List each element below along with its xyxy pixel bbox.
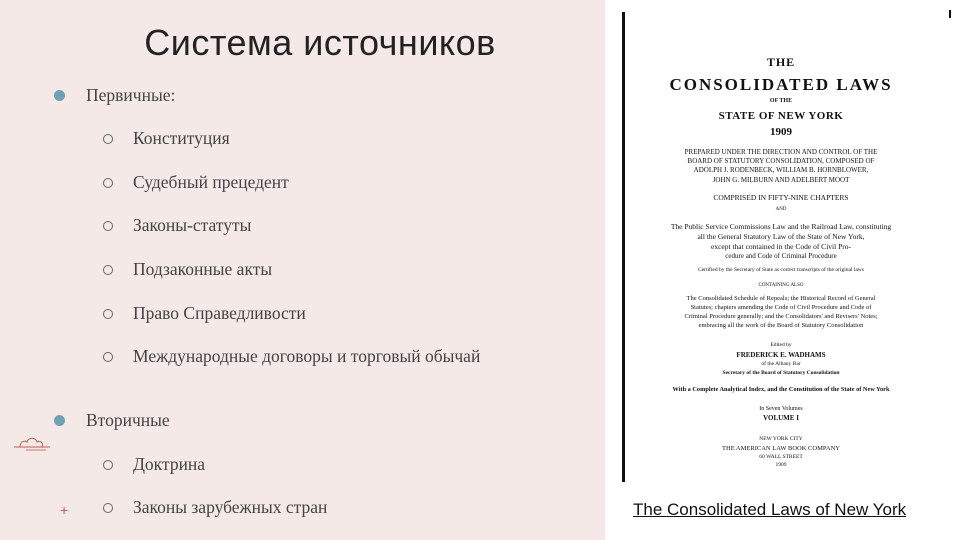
- doc-line: THE: [766, 55, 796, 69]
- bullet-icon: [103, 309, 113, 319]
- doc-line: BOARD OF STATUTORY CONSOLIDATION, COMPOSED OF: [687, 157, 875, 165]
- doc-line: FREDERICK E. WADHAMS: [736, 351, 826, 359]
- doc-line: Edited by: [770, 342, 792, 348]
- doc-line: The Public Service Commissions Law and the Railroad Law, constituting: [670, 222, 892, 231]
- bullet-icon: [103, 221, 113, 231]
- doc-line: ADOLPH J. RODENBECK, WILLIAM B. HORNBLOWER,: [693, 166, 869, 174]
- doc-line: Criminal Procedure generally; and the Consolidators' and Revisers' Notes;: [684, 313, 878, 320]
- doc-line: of the Albany Bar: [761, 361, 801, 367]
- bullet-icon: [103, 352, 113, 362]
- doc-line: embracing all the work of the Board of Statutory Consolidation: [698, 322, 864, 329]
- bullet-icon: [103, 503, 113, 513]
- primary-heading: Первичные:: [86, 85, 176, 105]
- plus-decoration-icon: +: [60, 502, 69, 518]
- doc-line: CONSOLIDATED LAWS: [669, 75, 893, 94]
- doc-line: NEW YORK CITY: [759, 436, 803, 442]
- list-item-treaties: Международные договоры и торговый обычай: [133, 346, 481, 366]
- doc-line: 1909: [770, 126, 792, 138]
- slide-title: Система источников: [144, 22, 496, 63]
- list-item-foreign-laws: Законы зарубежных стран: [133, 497, 328, 517]
- doc-line: cedure and Code of Criminal Procedure: [725, 252, 837, 260]
- list-item-bylaws: Подзаконные акты: [133, 259, 273, 279]
- doc-line: VOLUME I: [763, 414, 799, 422]
- list-item-statutes: Законы-статуты: [133, 215, 252, 235]
- doc-line: all the General Statutory Law of the State of New York,: [697, 232, 865, 241]
- doc-line: except that contained in the Code of Civil Pro-: [711, 242, 851, 251]
- doc-line: 1909: [775, 462, 787, 468]
- doc-line: Statutes; chapters amending the Code of Civil Procedure and Code of: [690, 304, 872, 311]
- doc-line: JOHN G. MILBURN AND ADELBERT MOOT: [712, 176, 850, 184]
- doc-line: In Seven Volumes: [759, 406, 803, 412]
- caption-link[interactable]: The Consolidated Laws of New York: [633, 500, 907, 519]
- doc-line: Certified by the Secretary of State as correct transcripts of the original laws: [698, 267, 864, 273]
- doc-line: AND: [775, 207, 787, 212]
- list-item-equity: Право Справедливости: [133, 303, 306, 323]
- doc-line: STATE OF NEW YORK: [718, 110, 844, 122]
- doc-line: With a Complete Analytical Index, and the Constitution of the State of New York: [672, 386, 890, 393]
- list-item-doctrine: Доктрина: [133, 454, 206, 474]
- doc-line: PREPARED UNDER THE DIRECTION AND CONTROL OF THE: [684, 148, 878, 156]
- list-item-precedent: Судебный прецедент: [133, 172, 289, 192]
- doc-line: Secretary of the Board of Statutory Consolidation: [722, 370, 840, 376]
- scan-edge-mark: [949, 10, 951, 18]
- bullet-icon: [103, 460, 113, 470]
- bullet-icon: [103, 134, 113, 144]
- secondary-bullet-icon: [54, 415, 65, 426]
- bullet-icon: [103, 265, 113, 275]
- doc-line: OF THE: [769, 98, 793, 104]
- doc-line: CONTAINING ALSO: [758, 283, 804, 288]
- doc-line: COMPRISED IN FIFTY-NINE CHAPTERS: [713, 193, 849, 202]
- doc-line: The Consolidated Schedule of Repeals; the Historical Record of General: [686, 295, 876, 302]
- secondary-heading: Вторичные: [86, 410, 170, 430]
- primary-bullet-icon: [54, 90, 65, 101]
- document-scan: [622, 10, 940, 488]
- doc-line: 60 WALL STREET: [759, 454, 803, 460]
- list-item-constitution: Конституция: [133, 128, 230, 148]
- bullet-icon: [103, 178, 113, 188]
- cloud-decoration-icon: [12, 433, 52, 453]
- doc-line: THE AMERICAN LAW BOOK COMPANY: [722, 445, 840, 452]
